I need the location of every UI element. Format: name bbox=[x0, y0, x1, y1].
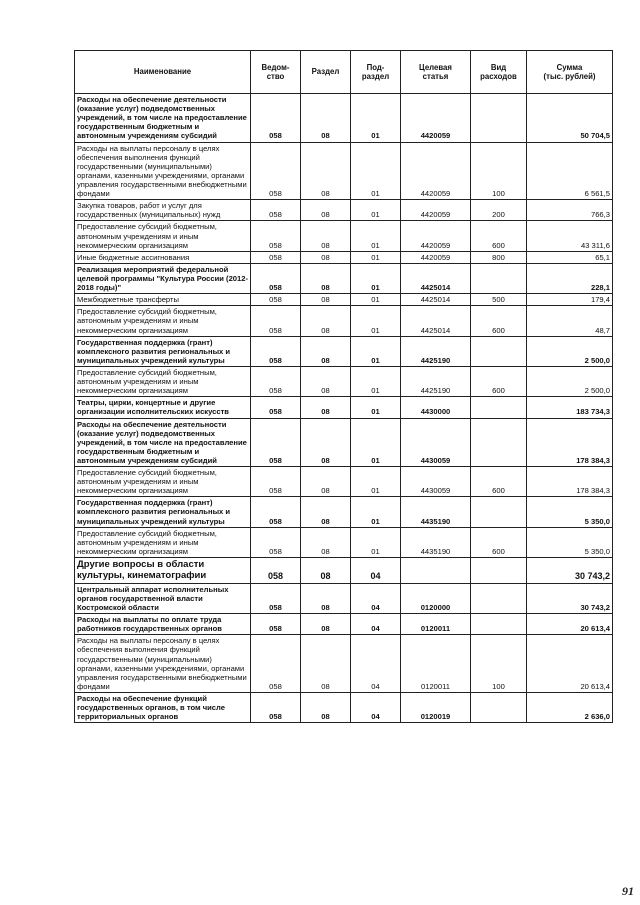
cell-name: Театры, цирки, концертные и другие организации исполнительских искусств bbox=[75, 397, 251, 418]
cell-amount: 6 561,5 bbox=[527, 142, 613, 200]
cell-type: 600 bbox=[471, 366, 527, 396]
table-row bbox=[75, 558, 613, 584]
table-row bbox=[75, 221, 613, 251]
cell-section: 08 bbox=[301, 336, 351, 366]
table-row bbox=[75, 306, 613, 336]
cell-type bbox=[471, 336, 527, 366]
cell-type: 600 bbox=[471, 467, 527, 497]
table-row bbox=[75, 251, 613, 263]
cell-section: 08 bbox=[301, 397, 351, 418]
table-row bbox=[75, 263, 613, 293]
cell-type: 200 bbox=[471, 200, 527, 221]
cell-subsection: 04 bbox=[351, 558, 401, 584]
cell-name: Закупка товаров, работ и услуг для государственных (муниципальных) нужд bbox=[75, 200, 251, 221]
table-row bbox=[75, 366, 613, 396]
cell-amount: 2 636,0 bbox=[527, 693, 613, 723]
cell-amount: 20 613,4 bbox=[527, 635, 613, 693]
cell-subsection: 04 bbox=[351, 693, 401, 723]
cell-target: 4435190 bbox=[401, 497, 471, 527]
cell-dept: 058 bbox=[251, 583, 301, 613]
cell-dept: 058 bbox=[251, 418, 301, 467]
cell-section: 08 bbox=[301, 635, 351, 693]
cell-target: 0120011 bbox=[401, 635, 471, 693]
header-amount: Сумма (тыс. рублей) bbox=[527, 51, 613, 94]
cell-type bbox=[471, 94, 527, 143]
cell-target: 4420059 bbox=[401, 221, 471, 251]
table-row bbox=[75, 294, 613, 306]
cell-name: Расходы на обеспечение деятельности (оказание услуг) подведомственных учреждений, в том числе на предоставление государственным бюджетным и автономным учреждениям субсидий bbox=[75, 418, 251, 467]
cell-subsection: 01 bbox=[351, 306, 401, 336]
cell-dept: 058 bbox=[251, 366, 301, 396]
cell-amount: 30 743,2 bbox=[527, 558, 613, 584]
page-number-mark: 91 bbox=[622, 884, 634, 898]
cell-name: Межбюджетные трансферты bbox=[75, 294, 251, 306]
table-row bbox=[75, 94, 613, 143]
cell-subsection: 04 bbox=[351, 583, 401, 613]
cell-subsection: 01 bbox=[351, 418, 401, 467]
cell-name: Предоставление субсидий бюджетным, автономным учреждениям и иным некоммерческим организациям bbox=[75, 527, 251, 557]
cell-subsection: 01 bbox=[351, 497, 401, 527]
cell-name: Расходы на обеспечение деятельности (оказание услуг) подведомственных учреждений, в том числе на предоставление государственным бюджетным и автономным учреждениям субсидий bbox=[75, 94, 251, 143]
cell-dept: 058 bbox=[251, 693, 301, 723]
cell-type bbox=[471, 558, 527, 584]
cell-type: 500 bbox=[471, 294, 527, 306]
cell-section: 08 bbox=[301, 221, 351, 251]
cell-subsection: 01 bbox=[351, 200, 401, 221]
cell-name: Расходы на обеспечение функций государственных органов, в том числе территориальных органов bbox=[75, 693, 251, 723]
cell-dept: 058 bbox=[251, 397, 301, 418]
table-body bbox=[75, 94, 613, 723]
cell-target: 4420059 bbox=[401, 200, 471, 221]
cell-name: Государственная поддержка (грант) комплексного развития региональных и муниципальных учреждений культуры bbox=[75, 497, 251, 527]
cell-target: 4435190 bbox=[401, 527, 471, 557]
cell-dept: 058 bbox=[251, 251, 301, 263]
cell-section: 08 bbox=[301, 693, 351, 723]
cell-type: 100 bbox=[471, 635, 527, 693]
cell-name: Центральный аппарат исполнительных органов государственной власти Костромской области bbox=[75, 583, 251, 613]
cell-amount: 228,1 bbox=[527, 263, 613, 293]
cell-section: 08 bbox=[301, 251, 351, 263]
table-row bbox=[75, 614, 613, 635]
table-header-row bbox=[75, 51, 613, 94]
cell-target: 0120011 bbox=[401, 614, 471, 635]
cell-type: 100 bbox=[471, 142, 527, 200]
cell-section: 08 bbox=[301, 418, 351, 467]
cell-target: 4425014 bbox=[401, 306, 471, 336]
cell-name: Другие вопросы в области культуры, кинематографии bbox=[75, 558, 251, 584]
cell-section: 08 bbox=[301, 294, 351, 306]
cell-target: 4430000 bbox=[401, 397, 471, 418]
cell-target: 4430059 bbox=[401, 467, 471, 497]
cell-amount: 65,1 bbox=[527, 251, 613, 263]
cell-target: 4420059 bbox=[401, 142, 471, 200]
cell-section: 08 bbox=[301, 200, 351, 221]
header-dept: Ведом- ство bbox=[251, 51, 301, 94]
cell-subsection: 01 bbox=[351, 294, 401, 306]
table-row bbox=[75, 418, 613, 467]
budget-table bbox=[74, 50, 613, 723]
cell-target bbox=[401, 558, 471, 584]
table-row bbox=[75, 336, 613, 366]
cell-section: 08 bbox=[301, 527, 351, 557]
cell-type bbox=[471, 614, 527, 635]
header-section: Раздел bbox=[301, 51, 351, 94]
cell-amount: 43 311,6 bbox=[527, 221, 613, 251]
cell-amount: 5 350,0 bbox=[527, 497, 613, 527]
cell-type bbox=[471, 397, 527, 418]
cell-target: 4425190 bbox=[401, 336, 471, 366]
cell-dept: 058 bbox=[251, 336, 301, 366]
cell-target: 4425014 bbox=[401, 294, 471, 306]
cell-dept: 058 bbox=[251, 614, 301, 635]
cell-name: Предоставление субсидий бюджетным, автономным учреждениям и иным некоммерческим организациям bbox=[75, 366, 251, 396]
cell-target: 4420059 bbox=[401, 251, 471, 263]
cell-dept: 058 bbox=[251, 306, 301, 336]
cell-section: 08 bbox=[301, 467, 351, 497]
cell-subsection: 01 bbox=[351, 397, 401, 418]
cell-subsection: 01 bbox=[351, 527, 401, 557]
cell-dept: 058 bbox=[251, 200, 301, 221]
cell-name: Предоставление субсидий бюджетным, автономным учреждениям и иным некоммерческим организациям bbox=[75, 467, 251, 497]
cell-subsection: 01 bbox=[351, 263, 401, 293]
cell-target: 0120000 bbox=[401, 583, 471, 613]
cell-section: 08 bbox=[301, 614, 351, 635]
cell-amount: 2 500,0 bbox=[527, 336, 613, 366]
cell-amount: 48,7 bbox=[527, 306, 613, 336]
cell-type bbox=[471, 497, 527, 527]
cell-section: 08 bbox=[301, 306, 351, 336]
header-type: Вид расходов bbox=[471, 51, 527, 94]
table-row bbox=[75, 527, 613, 557]
table-row bbox=[75, 583, 613, 613]
cell-subsection: 01 bbox=[351, 366, 401, 396]
cell-type: 600 bbox=[471, 221, 527, 251]
cell-target: 4420059 bbox=[401, 94, 471, 143]
table-row bbox=[75, 467, 613, 497]
cell-target: 4425190 bbox=[401, 366, 471, 396]
cell-type bbox=[471, 418, 527, 467]
cell-section: 08 bbox=[301, 94, 351, 143]
table-row bbox=[75, 200, 613, 221]
cell-amount: 50 704,5 bbox=[527, 94, 613, 143]
cell-subsection: 01 bbox=[351, 467, 401, 497]
table-row bbox=[75, 397, 613, 418]
cell-name: Реализация мероприятий федеральной целевой программы "Культура России (2012-2018 годы)" bbox=[75, 263, 251, 293]
cell-dept: 058 bbox=[251, 221, 301, 251]
cell-dept: 058 bbox=[251, 558, 301, 584]
cell-section: 08 bbox=[301, 366, 351, 396]
cell-name: Предоставление субсидий бюджетным, автономным учреждениям и иным некоммерческим организациям bbox=[75, 221, 251, 251]
header-name: Наименование bbox=[75, 51, 251, 94]
cell-section: 08 bbox=[301, 142, 351, 200]
cell-subsection: 04 bbox=[351, 635, 401, 693]
cell-target: 4430059 bbox=[401, 418, 471, 467]
cell-subsection: 01 bbox=[351, 336, 401, 366]
cell-section: 08 bbox=[301, 583, 351, 613]
cell-type bbox=[471, 693, 527, 723]
cell-type: 800 bbox=[471, 251, 527, 263]
cell-dept: 058 bbox=[251, 635, 301, 693]
cell-subsection: 04 bbox=[351, 614, 401, 635]
table-row bbox=[75, 497, 613, 527]
cell-type: 600 bbox=[471, 306, 527, 336]
header-subsection: Под- раздел bbox=[351, 51, 401, 94]
cell-dept: 058 bbox=[251, 94, 301, 143]
cell-dept: 058 bbox=[251, 142, 301, 200]
cell-type bbox=[471, 583, 527, 613]
cell-dept: 058 bbox=[251, 467, 301, 497]
cell-name: Расходы на выплаты по оплате труда работников государственных органов bbox=[75, 614, 251, 635]
cell-dept: 058 bbox=[251, 263, 301, 293]
cell-subsection: 01 bbox=[351, 221, 401, 251]
cell-amount: 5 350,0 bbox=[527, 527, 613, 557]
cell-name: Расходы на выплаты персоналу в целях обеспечения выполнения функций государственными (муниципальными) органами, казенными учреждениями, органами управления государственными внебюджетными фондами bbox=[75, 142, 251, 200]
cell-amount: 2 500,0 bbox=[527, 366, 613, 396]
cell-name: Государственная поддержка (грант) комплексного развития региональных и муниципальных учреждений культуры bbox=[75, 336, 251, 366]
cell-amount: 183 734,3 bbox=[527, 397, 613, 418]
cell-name: Иные бюджетные ассигнования bbox=[75, 251, 251, 263]
cell-amount: 30 743,2 bbox=[527, 583, 613, 613]
cell-amount: 178 384,3 bbox=[527, 418, 613, 467]
cell-subsection: 01 bbox=[351, 94, 401, 143]
cell-dept: 058 bbox=[251, 527, 301, 557]
cell-dept: 058 bbox=[251, 497, 301, 527]
cell-section: 08 bbox=[301, 263, 351, 293]
cell-name: Предоставление субсидий бюджетным, автономным учреждениям и иным некоммерческим организациям bbox=[75, 306, 251, 336]
cell-amount: 179,4 bbox=[527, 294, 613, 306]
cell-amount: 766,3 bbox=[527, 200, 613, 221]
cell-type: 600 bbox=[471, 527, 527, 557]
table-row bbox=[75, 693, 613, 723]
cell-section: 08 bbox=[301, 497, 351, 527]
table-row bbox=[75, 142, 613, 200]
cell-subsection: 01 bbox=[351, 142, 401, 200]
cell-target: 0120019 bbox=[401, 693, 471, 723]
header-target: Целевая статья bbox=[401, 51, 471, 94]
cell-name: Расходы на выплаты персоналу в целях обеспечения выполнения функций государственными (муниципальными) органами, казенными учреждениями, органами управления государственными внебюджетными фондами bbox=[75, 635, 251, 693]
cell-target: 4425014 bbox=[401, 263, 471, 293]
cell-amount: 20 613,4 bbox=[527, 614, 613, 635]
cell-section: 08 bbox=[301, 558, 351, 584]
cell-dept: 058 bbox=[251, 294, 301, 306]
cell-type bbox=[471, 263, 527, 293]
table-row bbox=[75, 635, 613, 693]
cell-amount: 178 384,3 bbox=[527, 467, 613, 497]
cell-subsection: 01 bbox=[351, 251, 401, 263]
